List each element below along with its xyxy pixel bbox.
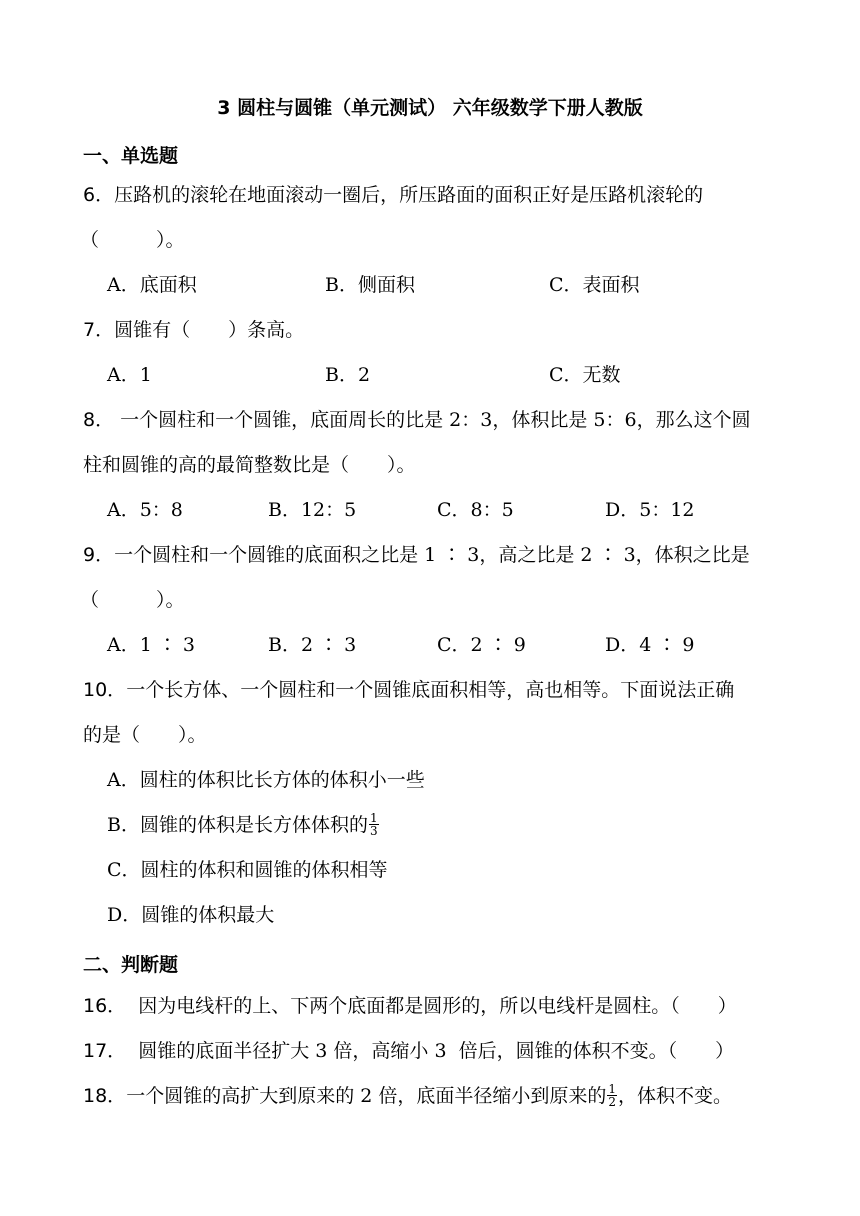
question-number: 16． — [83, 995, 127, 1017]
option-b: B．侧面积 — [325, 274, 415, 296]
section-heading-true-false: 二、判断题 — [83, 954, 179, 976]
question-number: 6． — [83, 184, 115, 206]
question-number: 7． — [83, 319, 115, 341]
option-c: C．2 ∶ 9 — [437, 634, 526, 656]
fraction — [607, 1083, 617, 1108]
section-heading-single-choice: 一、单选题 — [83, 145, 179, 167]
option-d: D．4 ∶ 9 — [605, 634, 695, 656]
option-a: A．5：8 — [107, 499, 183, 521]
question-10-line-2: 的是（ ）。 — [83, 724, 207, 746]
question-10-line-1 — [83, 678, 734, 702]
question-text: 压路机的滚轮在地面滚动一圈后，所压路面的面积正好是压路机滚轮的 — [114, 184, 704, 206]
option-d: D．5：12 — [605, 499, 695, 521]
question-text: 一个圆柱和一个圆锥，底面周长的比是 2：3，体积比是 5：6，那么这个圆 — [114, 409, 751, 431]
option-a: A．圆柱的体积比长方体的体积小一些 — [107, 769, 425, 791]
question-6-line-1 — [83, 183, 703, 207]
question-9-line-1 — [83, 543, 750, 567]
question-8-line-2: 柱和圆锥的高的最简整数比是（ ）。 — [83, 454, 416, 476]
denominator: 3 — [369, 823, 378, 838]
option-c: C．圆柱的体积和圆锥的体积相等 — [107, 859, 388, 881]
option-c: C．无数 — [549, 364, 621, 386]
page-title: 3 圆柱与圆锥（单元测试） 六年级数学下册人教版 — [217, 97, 643, 119]
option-a: A．1 ∶ 3 — [107, 634, 195, 656]
question-number: 18． — [83, 1085, 127, 1107]
question-number: 17． — [83, 1040, 127, 1062]
option-c: C．表面积 — [549, 274, 640, 296]
option-b: B．12：5 — [268, 499, 357, 521]
question-number: 10． — [83, 679, 127, 701]
question-text: 因为电线杆的上、下两个底面都是圆形的，所以电线杆是圆柱。（ ） — [126, 995, 737, 1017]
numerator: 1 — [608, 1081, 616, 1096]
question-text: 圆锥的底面半径扩大 3 倍，高缩小 3 倍后，圆锥的体积不变。（ ） — [126, 1040, 735, 1062]
option-b: B．2 — [325, 364, 371, 386]
option-a: A．1 — [107, 364, 152, 386]
question-text: 一个圆柱和一个圆锥的底面积之比是 1 ∶ 3，高之比是 2 ∶ 3，体积之比是 — [114, 544, 750, 566]
fraction — [369, 812, 379, 837]
question-text-end: ，体积不变。 — [618, 1085, 733, 1107]
denominator: 2 — [608, 1094, 616, 1109]
question-text: 一个圆锥的高扩大到原来的 2 倍，底面半径缩小到原来的 — [126, 1085, 607, 1107]
option-text: B．圆锥的体积是长方体体积的 — [107, 814, 368, 836]
question-number: 9． — [83, 544, 115, 566]
question-8-line-1 — [83, 408, 751, 432]
option-b: B．2 ∶ 3 — [268, 634, 357, 656]
option-d: D．圆锥的体积最大 — [107, 904, 275, 926]
question-17 — [83, 1039, 734, 1063]
question-number: 8． — [83, 409, 115, 431]
option-c: C．8：5 — [437, 499, 514, 521]
question-6-line-2: （ ）。 — [80, 229, 185, 251]
question-text: 一个长方体、一个圆柱和一个圆锥底面积相等，高也相等。下面说法正确 — [126, 679, 735, 701]
question-9-line-2: （ ）。 — [80, 589, 185, 611]
question-text: 圆锥有（ ）条高。 — [114, 319, 305, 341]
question-7-line-1 — [83, 318, 304, 342]
option-b — [107, 810, 380, 839]
question-16 — [83, 994, 737, 1018]
question-18 — [83, 1081, 733, 1110]
numerator: 1 — [369, 810, 378, 825]
option-a: A．底面积 — [107, 274, 197, 296]
